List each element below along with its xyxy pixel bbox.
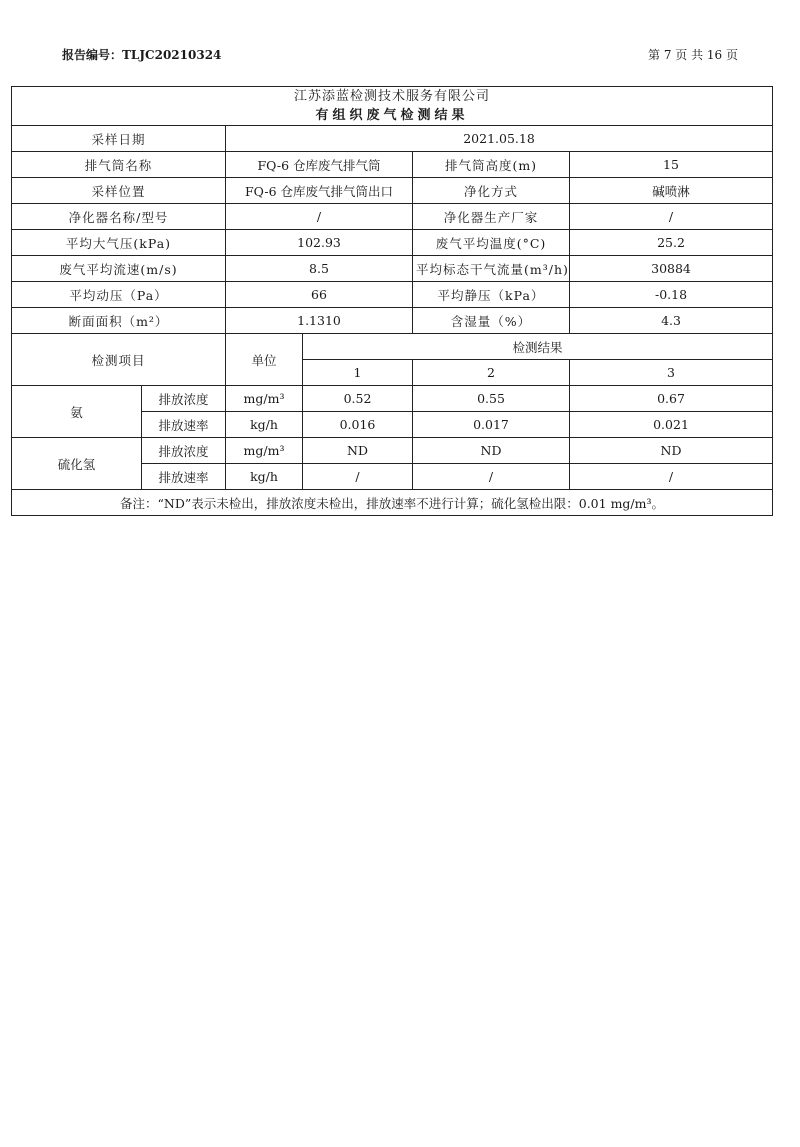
organization-name: 江苏添蓝检测技术服务有限公司 <box>294 89 491 104</box>
info-value: FQ-6 仓库废气排气筒出口 <box>226 178 413 204</box>
unit: mg/m³ <box>226 438 303 464</box>
parameter-name: 排放浓度 <box>142 386 226 412</box>
info-row <box>12 230 773 256</box>
run-number: 3 <box>570 360 773 386</box>
item-header: 检测项目 <box>12 334 226 386</box>
result-value: 0.017 <box>413 412 570 438</box>
info-label: 排气筒名称 <box>12 152 226 178</box>
result-value: / <box>303 464 413 490</box>
info-row <box>12 152 773 178</box>
info-value: 8.5 <box>226 256 413 282</box>
unit: kg/h <box>226 412 303 438</box>
result-row <box>12 386 773 412</box>
run-number: 2 <box>413 360 570 386</box>
result-value: 0.52 <box>303 386 413 412</box>
info-label: 含湿量（%） <box>413 308 570 334</box>
result-value: ND <box>570 438 773 464</box>
unit: kg/h <box>226 464 303 490</box>
parameter-name: 排放速率 <box>142 412 226 438</box>
info-row <box>12 178 773 204</box>
info-label: 平均大气压(kPa) <box>12 230 226 256</box>
info-label: 净化方式 <box>413 178 570 204</box>
info-row <box>12 308 773 334</box>
report-title: 有组织废气检测结果 <box>315 108 469 123</box>
info-value: 1.1310 <box>226 308 413 334</box>
page-header <box>62 46 738 66</box>
info-label: 断面面积（m²） <box>12 308 226 334</box>
info-label: 平均静压（kPa） <box>413 282 570 308</box>
parameter-name: 排放速率 <box>142 464 226 490</box>
result-row <box>12 438 773 464</box>
info-label: 采样位置 <box>12 178 226 204</box>
report-number: 报告编号：TLJC20210324 <box>62 48 222 62</box>
pollutant-name: 硫化氢 <box>12 438 142 490</box>
info-row <box>12 204 773 230</box>
info-value: 碱喷淋 <box>570 178 773 204</box>
results-header-row <box>12 334 773 360</box>
result-value: 0.016 <box>303 412 413 438</box>
info-row <box>12 256 773 282</box>
info-value: 30884 <box>570 256 773 282</box>
page-number: 第 7 页 共 16 页 <box>648 48 738 62</box>
info-label: 净化器名称/型号 <box>12 204 226 230</box>
result-header: 检测结果 <box>303 334 773 360</box>
info-value: / <box>226 204 413 230</box>
run-number: 1 <box>303 360 413 386</box>
info-value: 25.2 <box>570 230 773 256</box>
result-value: / <box>570 464 773 490</box>
unit-header: 单位 <box>226 334 303 386</box>
info-label: 排气筒高度(m) <box>413 152 570 178</box>
parameter-name: 排放浓度 <box>142 438 226 464</box>
pollutant-name: 氨 <box>12 386 142 438</box>
title-row <box>12 87 773 126</box>
result-value: 0.67 <box>570 386 773 412</box>
sample-date-value: 2021.05.18 <box>226 126 773 152</box>
info-value: 102.93 <box>226 230 413 256</box>
info-value: 15 <box>570 152 773 178</box>
info-value: FQ-6 仓库废气排气筒 <box>226 152 413 178</box>
result-value: ND <box>303 438 413 464</box>
result-value: 0.021 <box>570 412 773 438</box>
info-label: 平均动压（Pa） <box>12 282 226 308</box>
note: 备注：“ND”表示未检出，排放浓度未检出，排放速率不进行计算；硫化氢检出限：0.01 mg/m³。 <box>12 490 773 516</box>
result-value: / <box>413 464 570 490</box>
unit: mg/m³ <box>226 386 303 412</box>
info-row <box>12 282 773 308</box>
info-label: 平均标态干气流量(m³/h) <box>413 256 570 282</box>
note-row <box>12 490 773 516</box>
info-value: 4.3 <box>570 308 773 334</box>
result-value: ND <box>413 438 570 464</box>
sample-date-label: 采样日期 <box>12 126 226 152</box>
info-value: / <box>570 204 773 230</box>
info-label: 废气平均温度(°C) <box>413 230 570 256</box>
info-value: -0.18 <box>570 282 773 308</box>
info-label: 废气平均流速(m/s) <box>12 256 226 282</box>
title-cell <box>12 87 773 126</box>
info-label: 净化器生产厂家 <box>413 204 570 230</box>
result-value: 0.55 <box>413 386 570 412</box>
exhaust-gas-results-table <box>11 86 773 516</box>
sample-date-row <box>12 126 773 152</box>
info-value: 66 <box>226 282 413 308</box>
